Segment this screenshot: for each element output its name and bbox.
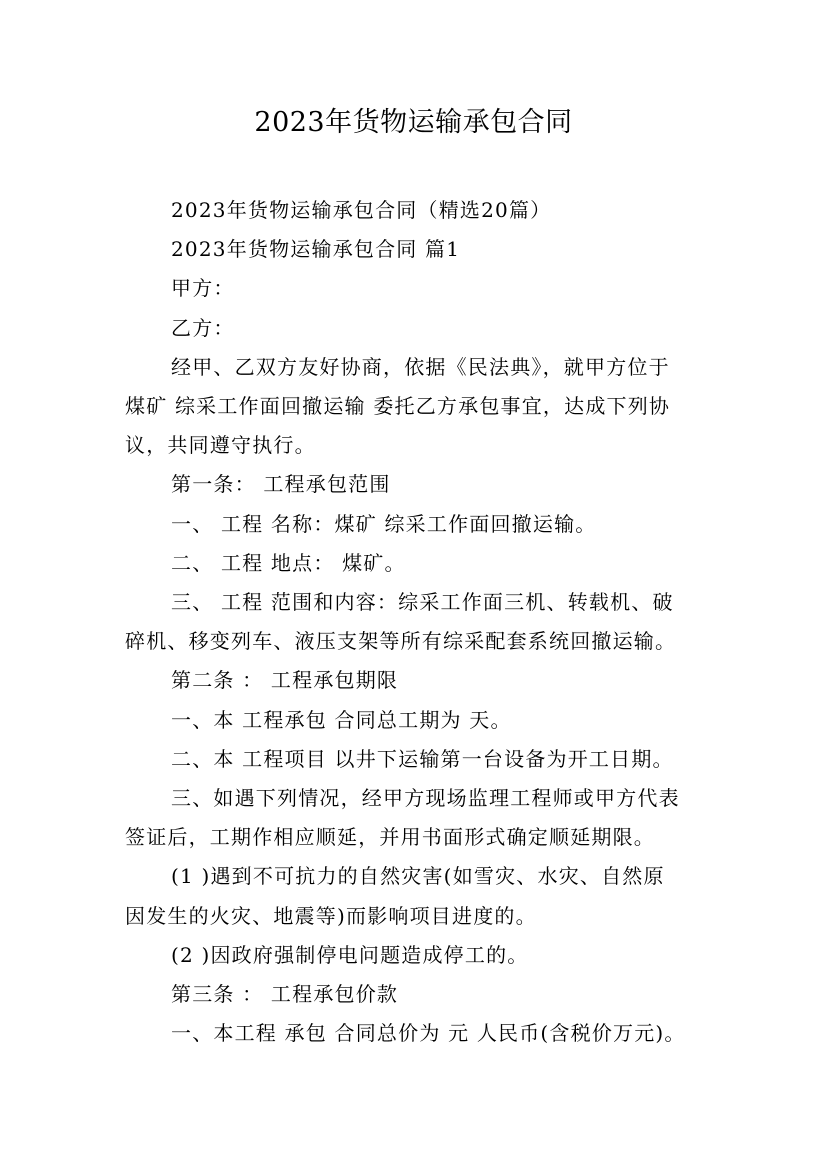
document-title: 2023年货物运输承包合同 bbox=[254, 107, 573, 138]
article-2-item-3-line-2: 签证后，工期作相应顺延，并用书面形式确定顺延期限。 bbox=[125, 825, 655, 850]
article-2-heading: 第二条 ： 工程承包期限 bbox=[171, 668, 399, 693]
document-body bbox=[125, 191, 715, 1053]
article-2-case-1-line-1: (1 )遇到不可抗力的自然灾害(如雪灾、水灾、自然原 bbox=[171, 864, 665, 889]
article-2-case-2: (2 )因政府强制停电问题造成停工的。 bbox=[171, 942, 529, 967]
preamble-line-1: 经甲、乙双方友好协商，依据《民法典》，就甲方位于 bbox=[171, 354, 670, 379]
article-1-item-1: 一、 工程 名称：煤矿 综采工作面回撤运输。 bbox=[171, 511, 597, 536]
party-b-line: 乙方： bbox=[171, 315, 235, 340]
article-1-item-3-line-2: 碎机、移变列车、液压支架等所有综采配套系统回撤运输。 bbox=[125, 629, 677, 654]
preamble-line-2: 煤矿 综采工作面回撤运输 委托乙方承包事宜，达成下列协 bbox=[125, 394, 671, 419]
article-3-heading: 第三条 ： 工程承包价款 bbox=[171, 982, 399, 1007]
article-2-item-3-line-1: 三、如遇下列情况，经甲方现场监理工程师或甲方代表 bbox=[171, 786, 680, 811]
article-2-case-1-line-2: 因发生的火灾、地震等)而影响项目进度的。 bbox=[125, 903, 537, 928]
section-heading-line: 2023年货物运输承包合同 篇1 bbox=[171, 237, 461, 262]
article-1-item-2: 二、 工程 地点： 煤矿。 bbox=[171, 550, 406, 575]
preamble-line-3: 议，共同遵守执行。 bbox=[125, 433, 316, 458]
article-2-item-1: 一、本 工程承包 合同总工期为 天。 bbox=[171, 707, 512, 732]
article-1-item-3-line-1: 三、 工程 范围和内容：综采工作面三机、转载机、破 bbox=[171, 590, 674, 615]
party-a-line: 甲方： bbox=[171, 276, 235, 301]
article-2-item-2: 二、本 工程项目 以井下运输第一台设备为开工日期。 bbox=[171, 746, 674, 771]
article-1-heading: 第一条： 工程承包范围 bbox=[171, 472, 391, 497]
article-3-item-1: 一、本工程 承包 合同总价为 元 人民币(含税价万元)。 bbox=[171, 1021, 686, 1046]
subtitle-line: 2023年货物运输承包合同（精选20篇） bbox=[171, 198, 552, 222]
